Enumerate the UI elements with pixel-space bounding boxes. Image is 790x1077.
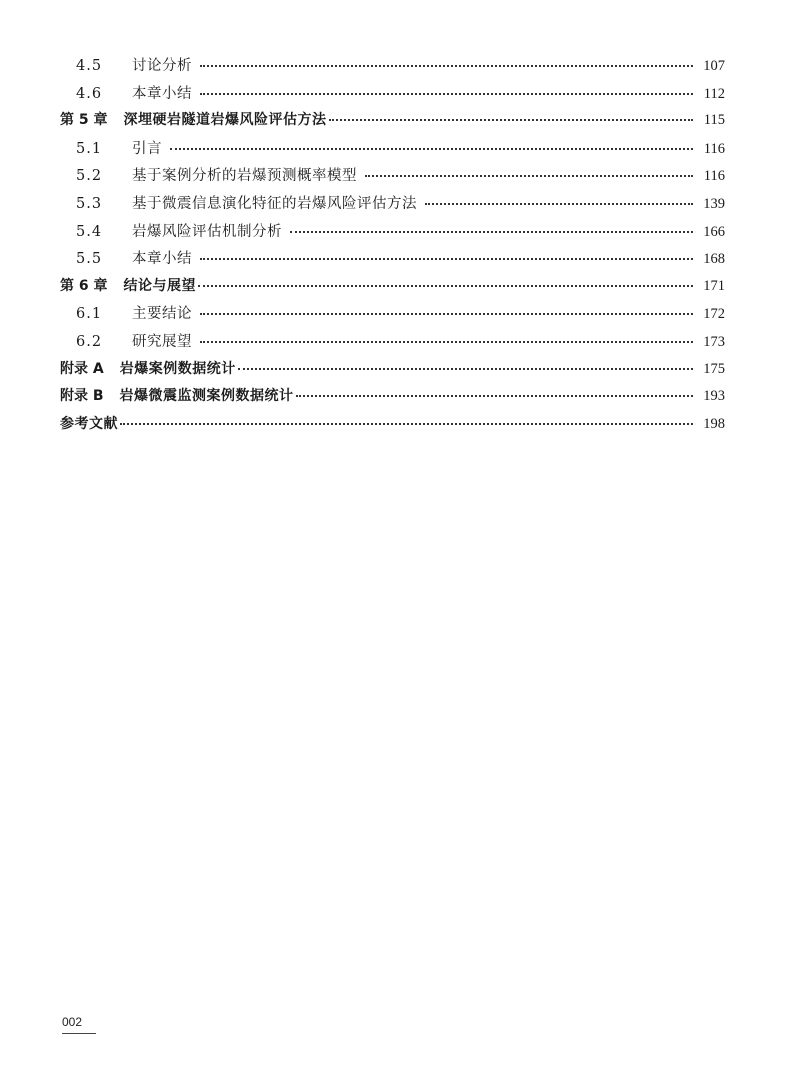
toc-chapter-6[interactable] [60,275,725,303]
toc-entry-page: 116 [703,168,725,185]
dot-leader [200,312,693,315]
toc-chapter-number: 第 5 章 [60,112,108,129]
toc-entry-page: 172 [703,306,725,323]
toc-entry-5-1[interactable] [60,137,725,165]
toc-chapter-title: 结论与展望 [123,277,196,294]
page-number-rule [62,1033,96,1034]
toc-entry-5-5[interactable] [60,247,725,275]
toc-entry-page: 166 [703,223,725,240]
toc-entry-page: 168 [703,251,725,268]
toc-entry-number: 5.5 [76,251,103,268]
dot-leader [198,284,693,287]
toc-entry-5-3[interactable] [60,192,725,220]
toc-entry-page: 112 [703,85,725,102]
toc-chapter-title: 参考文献 [60,415,118,432]
toc-entry-number: 5.4 [76,223,103,240]
toc-entry-number: 5.1 [76,140,103,157]
toc-entry-number: 4.5 [76,58,103,74]
dot-leader [425,202,693,205]
toc-entry-title: 主要结论 [132,306,192,323]
toc-entry-number: 5.2 [76,168,103,185]
toc-chapter-5[interactable] [60,109,725,137]
toc-entry-page: 173 [703,333,725,350]
toc-entry-4-6[interactable] [60,82,725,110]
dot-leader [290,230,693,233]
toc-chapter-title: 岩爆案例数据统计 [119,360,236,377]
toc-entry-title: 岩爆风险评估机制分析 [132,223,282,240]
toc-entry-page: 115 [703,112,725,129]
toc-appendix-a[interactable] [60,358,725,386]
dot-leader [170,147,693,150]
toc-entry-6-2[interactable] [60,330,725,358]
toc-entry-page: 175 [703,360,725,377]
toc-entry-page: 198 [703,415,725,432]
table-of-contents [60,54,725,440]
dot-leader [329,118,694,121]
toc-entry-title: 基于微震信息演化特征的岩爆风险评估方法 [132,195,417,212]
toc-chapter-title: 岩爆微震监测案例数据统计 [119,388,294,405]
toc-entry-page: 193 [703,388,725,405]
dot-leader [200,64,693,67]
toc-chapter-number: 附录 B [60,388,104,405]
dot-leader [200,257,693,260]
toc-entry-title: 本章小结 [132,251,192,268]
dot-leader [365,174,693,177]
toc-entry-title: 讨论分析 [132,58,192,74]
toc-entry-5-2[interactable] [60,164,725,192]
dot-leader [296,394,693,397]
toc-references[interactable] [60,413,725,441]
toc-entry-title: 引言 [132,140,162,157]
toc-entry-6-1[interactable] [60,302,725,330]
dot-leader [200,92,693,95]
toc-entry-title: 本章小结 [132,85,192,102]
toc-chapter-number: 第 6 章 [60,277,108,294]
dot-leader [238,367,693,370]
toc-entry-number: 4.6 [76,85,103,102]
toc-entry-5-4[interactable] [60,220,725,248]
toc-entry-4-5[interactable] [60,54,725,82]
toc-entry-title: 基于案例分析的岩爆预测概率模型 [132,168,357,185]
toc-entry-title: 研究展望 [132,333,192,350]
toc-chapter-number: 附录 A [60,360,104,377]
toc-entry-page: 139 [703,195,725,212]
toc-entry-number: 6.2 [76,333,103,350]
toc-entry-page: 171 [703,277,725,294]
dot-leader [200,340,693,343]
page-number: 002 [62,1015,83,1029]
toc-entry-number: 6.1 [76,306,103,323]
dot-leader [120,422,693,425]
toc-appendix-b[interactable] [60,385,725,413]
toc-entry-page: 116 [703,140,725,157]
toc-chapter-title: 深埋硬岩隧道岩爆风险评估方法 [123,112,327,129]
toc-entry-page: 107 [703,58,725,74]
toc-entry-number: 5.3 [76,195,103,212]
